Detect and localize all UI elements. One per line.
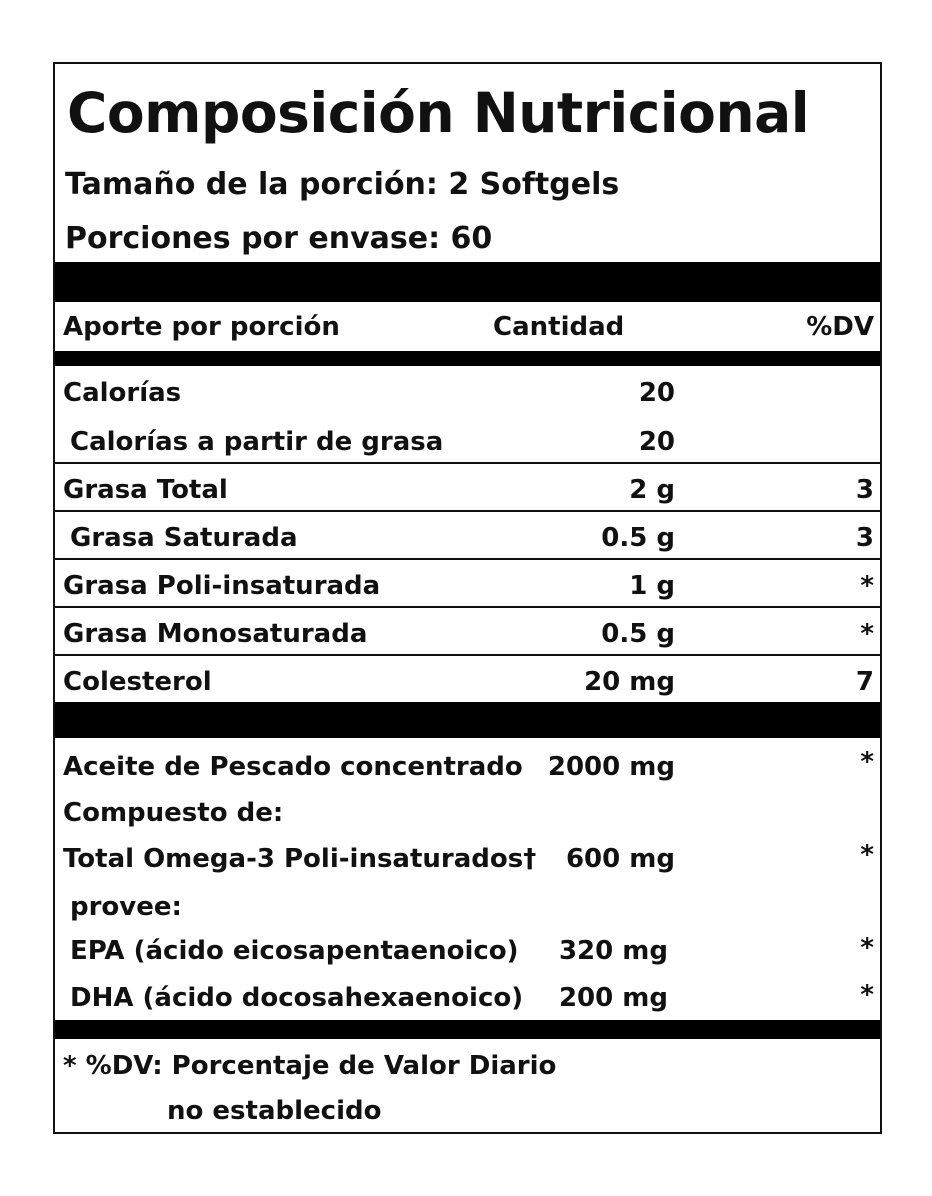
supplement-name: Compuesto de: (63, 798, 284, 828)
serving-size: Tamaño de la porción: 2 Softgels (65, 167, 620, 202)
nutrient-name: Calorías a partir de grasa (70, 427, 444, 457)
row-divider (55, 654, 880, 656)
column-header-amount: Cantidad (493, 312, 625, 342)
medium-divider (55, 351, 880, 366)
column-header-nutrient: Aporte por porción (63, 312, 340, 342)
servings-per-container: Porciones por envase: 60 (65, 221, 493, 256)
supplement-dv: * (860, 747, 874, 777)
nutrient-amount: 2 g (629, 475, 675, 505)
supplement-dv: * (860, 980, 874, 1010)
supplement-name: Aceite de Pescado concentrado (63, 752, 523, 782)
row-divider (55, 606, 880, 608)
nutrient-amount: 0.5 g (601, 523, 675, 553)
nutrient-amount: 20 (638, 378, 675, 408)
nutrient-dv: 3 (855, 523, 874, 553)
nutrient-dv: * (860, 619, 874, 649)
supplement-name: provee: (70, 892, 182, 922)
column-header-dv: %DV (806, 312, 874, 342)
nutrient-dv: 3 (855, 475, 874, 505)
nutrient-amount: 0.5 g (601, 619, 675, 649)
row-divider (55, 510, 880, 512)
nutrient-name: Grasa Saturada (70, 523, 298, 553)
supplement-amount: 320 mg (558, 936, 668, 966)
supplement-dv: * (860, 933, 874, 963)
nutrient-name: Grasa Total (63, 475, 228, 505)
nutrient-dv: * (860, 571, 874, 601)
nutrient-amount: 20 (638, 427, 675, 457)
footnote-line-2: no establecido (167, 1096, 382, 1126)
nutrient-name: Grasa Monosaturada (63, 619, 368, 649)
supplement-amount: 600 mg (565, 844, 675, 874)
supplement-amount: 2000 mg (547, 752, 675, 782)
nutrient-name: Grasa Poli-insaturada (63, 571, 381, 601)
thick-divider-middle (55, 702, 880, 738)
supplement-name: EPA (ácido eicosapentaenoico) (70, 936, 519, 966)
supplement-amount: 200 mg (558, 983, 668, 1013)
nutrient-amount: 20 mg (584, 667, 675, 697)
thick-divider-bottom (55, 1020, 880, 1039)
row-divider (55, 558, 880, 560)
nutrient-dv: 7 (855, 667, 874, 697)
thick-divider-top (55, 262, 880, 302)
nutrient-name: Calorías (63, 378, 182, 408)
supplement-name: Total Omega-3 Poli-insaturados† (63, 844, 537, 874)
nutrient-amount: 1 g (629, 571, 675, 601)
footnote-line-1: * %DV: Porcentaje de Valor Diario (63, 1051, 557, 1081)
nutrition-facts-label (53, 62, 882, 1134)
row-divider (55, 462, 880, 464)
supplement-dv: * (860, 840, 874, 870)
supplement-name: DHA (ácido docosahexaenoico) (70, 983, 524, 1013)
label-title: Composición Nutricional (67, 81, 810, 145)
nutrient-name: Colesterol (63, 667, 212, 697)
